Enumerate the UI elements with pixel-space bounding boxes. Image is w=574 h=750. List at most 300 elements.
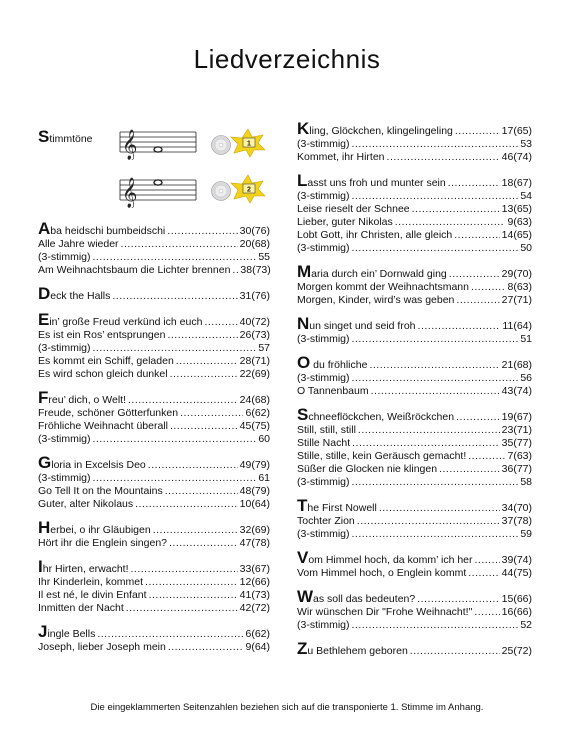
entry-text: (3-stimmig) [38,251,91,263]
entry-text: (3-stimmig) [38,342,91,354]
index-entry [297,333,532,346]
index-letter-group [297,496,532,541]
entry-text: aria durch ein’ Dornwald ging [311,268,447,280]
entry-title [297,372,350,385]
entry-text: Go Tell It on the Mountains [38,485,163,497]
entry-text: Lieber, guter Nikolas [297,216,393,228]
index-entry [38,251,270,264]
dot-leader [471,281,506,294]
entry-title [297,476,350,489]
entry-page: 36(77) [501,463,532,475]
index-entry [38,557,270,576]
entry-page: 31(76) [239,290,270,302]
index-entry [38,485,270,498]
entry-title [297,353,368,372]
dot-leader [93,472,257,485]
index-entry [297,372,532,385]
index-entry [297,619,532,632]
entry-title [38,537,167,550]
index-entry [38,310,270,329]
entry-page: 23(71) [501,424,532,436]
dot-leader [131,563,238,576]
entry-title [297,229,452,242]
dot-leader [468,450,505,463]
index-entry [297,353,532,372]
entry-page: 15(66) [501,593,532,605]
entry-text: ingle Bells [47,628,96,640]
entry-text: (3-stimmig) [38,472,91,484]
dot-leader [456,411,500,424]
dot-leader [449,268,500,281]
index-letter-group [297,548,532,580]
dot-leader [474,606,499,619]
index-entry [38,498,270,511]
entry-text: un singet und seid froh [309,320,416,332]
entry-text: in’ große Freud verkünd ich euch [49,316,203,328]
entry-title [38,641,166,654]
entry-page: 18(67) [501,177,532,189]
entry-page: 24(68) [239,394,270,406]
entry-text: Il est né, le divin Enfant [38,589,147,601]
dot-leader [410,645,500,658]
entry-page: 41(73) [239,589,270,601]
entry-text: Am Weihnachtsbaum die Lichter brennen [38,264,231,276]
entry-text: Freude, schöner Götterfunken [38,407,179,419]
entry-page: 16(66) [501,606,532,618]
index-entry [297,639,532,658]
index-entry [297,424,532,437]
entry-title [297,548,473,567]
dot-leader [352,372,519,385]
dot-leader [176,355,238,368]
dot-leader [352,476,519,489]
dot-leader [369,359,499,372]
music-staff-icon [118,124,198,160]
dot-leader [417,593,499,606]
entry-title [38,284,111,303]
entry-title [38,453,146,472]
entry-page: 21(68) [501,359,532,371]
entry-title [297,424,356,437]
entry-text: Fröhliche Weihnacht überall [38,420,168,432]
entry-title [38,420,168,433]
entry-page: 14(65) [501,229,532,241]
entry-page: 6(62) [245,628,270,640]
index-column-right [297,119,532,668]
entry-title [38,472,91,485]
entry-text: (3-stimmig) [297,619,350,631]
entry-initial: M [297,262,312,281]
dot-leader [352,437,500,450]
entry-text: (3-stimmig) [297,476,350,488]
svg-text:1: 1 [247,140,251,148]
index-letter-group [297,639,532,658]
entry-title [38,602,124,615]
index-entry [38,388,270,407]
entry-text: Wir wünschen Dir "Frohe Weihnacht!" [297,606,473,618]
dot-leader [357,515,500,528]
entry-title [297,151,385,164]
cd-icon [210,180,232,202]
dot-leader [468,567,499,580]
entry-title [38,518,151,537]
track-badge-icon [230,128,266,158]
dot-leader [168,641,244,654]
entry-text: Süßer die Glocken nie klingen [297,463,438,475]
entry-text: (3-stimmig) [297,190,350,202]
entry-text: hr Hirten, erwacht! [42,563,129,575]
index-entry [38,420,270,433]
index-entry [297,567,532,580]
music-staff-icon [118,172,198,208]
entry-page: 45(75) [239,420,270,432]
entry-initial: H [38,518,51,537]
entry-initial: S [297,405,309,424]
entry-title [38,557,129,576]
index-entry [297,496,532,515]
entry-title [297,515,355,528]
index-entry [297,229,532,242]
dot-leader [379,502,500,515]
entry-title [38,219,166,238]
index-entry [38,219,270,238]
page-title: Liedverzeichnis [193,44,381,74]
entry-page: 29(70) [501,268,532,280]
index-entry [38,342,270,355]
index-letter-group [38,557,270,615]
entry-title [38,329,165,342]
track-badge-icon [230,174,266,204]
index-entry [297,242,532,255]
entry-page: 11(64) [502,320,532,332]
entry-initial: L [297,171,308,190]
entry-page: 33(67) [239,563,270,575]
entry-page: 43(74) [501,385,532,397]
index-letter-group [297,587,532,632]
index-entry [297,314,532,333]
entry-page: 13(65) [501,203,532,215]
index-groups-left [38,219,271,654]
entry-page: 59 [520,528,532,540]
entry-text: Still, still, still [297,424,356,436]
entry-text: he First Nowell [307,502,377,514]
index-entry [297,587,532,606]
dot-leader [148,459,238,472]
index-entry [297,548,532,567]
entry-text: Lobt Gott, ihr Christen, alle gleich [297,229,453,241]
dot-leader [352,242,519,255]
index-letter-group [38,284,270,303]
entry-page: 40(72) [239,316,270,328]
entry-page: 37(78) [501,515,532,527]
index-letter-group [38,622,270,654]
entry-title [38,485,163,498]
entry-title [297,385,369,398]
index-letter-group [38,310,270,381]
entry-title [297,216,393,229]
entry-text: Joseph, lieber Joseph mein [38,641,166,653]
index-entry [297,437,532,450]
entry-title [297,119,453,138]
entry-initial: F [38,388,49,407]
entry-text: u Bethlehem geboren [307,645,408,657]
stimmtoene-block [38,122,270,220]
entry-text: Hört ihr die Englein singen? [38,537,167,549]
index-entry [38,284,270,303]
entry-text: as soll das bedeuten? [313,593,416,605]
index-entry [38,238,270,251]
entry-page: 48(79) [239,485,270,497]
footnote: Die eingeklammerten Seitenzahlen beziehen sich auf die transponierte 1. Stimme im Anhang. [90,702,484,713]
entry-title [297,333,350,346]
index-entry [297,281,532,294]
dot-leader [387,151,500,164]
entry-text: O Tannenbaum [297,385,369,397]
entry-title [297,138,350,151]
dot-leader [456,294,499,307]
entry-text: Es ist ein Ros’ entsprungen [38,329,166,341]
dot-leader [439,463,500,476]
dot-leader [352,138,519,151]
entry-initial: T [297,496,308,515]
index-letter-group [38,388,270,446]
entry-title [38,264,230,277]
dot-leader [371,385,500,398]
index-entry [297,171,532,190]
entry-text: Morgen, Kinder, wird’s was geben [297,294,455,306]
entry-page: 52 [520,619,532,631]
index-entry [38,641,270,654]
entry-page: 8(63) [507,281,532,293]
dot-leader [153,524,238,537]
entry-title [38,622,96,641]
index-entry [38,589,270,602]
entry-title [38,368,168,381]
index-letter-group [297,119,532,164]
entry-initial: D [38,284,51,303]
dot-leader [232,264,238,277]
entry-title [297,262,447,281]
entry-text: Vom Himmel hoch, o Englein kommt [297,567,467,579]
index-letter-group [297,353,532,398]
dot-leader [145,576,238,589]
index-entry [38,368,270,381]
entry-text: Guter, alter Nikolaus [38,498,134,510]
entry-text: erbei, o ihr Gläubigen [50,524,151,536]
dot-leader [455,125,500,138]
entry-title [38,388,127,407]
entry-title [297,171,446,190]
entry-page: 28(71) [239,355,270,367]
dot-leader [204,316,237,329]
entry-page: 38(73) [240,264,271,276]
dot-leader [352,333,519,346]
index-entry [38,472,270,485]
index-letter-group [38,219,271,277]
entry-initial: E [38,310,50,329]
entry-initial: K [297,119,310,138]
cd-icon [210,134,232,156]
dot-leader [93,342,257,355]
index-entry [297,119,532,138]
dot-leader [97,628,243,641]
entry-page: 12(66) [239,576,270,588]
entry-page: 60 [258,433,270,445]
entry-page: 47(78) [239,537,270,549]
entry-text: (3-stimmig) [297,138,350,150]
entry-text: Stille, stille, kein Geräusch gemacht! [297,450,467,462]
index-entry [297,216,532,229]
entry-text: eck the Halls [50,290,111,302]
entry-text: ling, Glöckchen, klingelingeling [309,125,453,137]
entry-title [297,528,350,541]
index-entry [38,537,270,550]
entry-title [297,639,408,658]
index-letter-group [297,262,532,307]
entry-page: 54 [520,190,532,202]
entry-title [297,437,350,450]
entry-page: 6(62) [245,407,270,419]
dot-leader [352,528,519,541]
entry-text: Stille Nacht [297,437,351,449]
index-entry [297,463,532,476]
entry-page: 39(74) [501,554,532,566]
dot-leader [165,485,238,498]
entry-text: Leise rieselt der Schnee [297,203,410,215]
entry-initial: W [297,587,314,606]
entry-initial: J [38,622,48,641]
index-entry [297,606,532,619]
dot-leader [358,424,500,437]
entry-title [297,463,437,476]
entry-text: Alle Jahre wieder [38,238,119,250]
index-groups-right [297,119,532,658]
entry-text: (3-stimmig) [297,242,350,254]
entry-title [38,498,133,511]
entry-text: (3-stimmig) [297,528,350,540]
entry-text: loria in Excelsis Deo [51,459,146,471]
entry-initial: Z [297,639,308,658]
entry-page: 22(69) [239,368,270,380]
dot-leader [93,251,257,264]
dot-leader [126,602,238,615]
entry-text: ba heidschi bumbeidschi [50,225,166,237]
entry-title [297,203,410,216]
entry-page: 49(79) [239,459,270,471]
entry-page: 55 [258,251,270,263]
dot-leader [412,203,500,216]
entry-initial: I [38,557,43,576]
entry-page: 50 [520,242,532,254]
entry-text: Inmitten der Nacht [38,602,124,614]
dot-leader [135,498,238,511]
index-entry [38,329,270,342]
entry-page: 53 [520,138,532,150]
entry-page: 9(63) [507,216,532,228]
dot-leader [454,229,499,242]
entry-page: 26(73) [239,329,270,341]
index-entry [38,407,270,420]
index-letter-group [38,518,270,550]
entry-initial: A [38,219,51,238]
dot-leader [112,290,237,303]
entry-page: 17(65) [501,125,532,137]
index-entry [38,433,270,446]
index-entry [38,622,270,641]
entry-page: 61 [258,472,270,484]
entry-title [297,281,469,294]
index-entry [297,294,532,307]
entry-text: Es wird schon gleich dunkel [38,368,168,380]
entry-title [297,606,472,619]
entry-text: du fröhliche [310,359,368,371]
entry-title [297,314,416,333]
stimmtoene-label: Stimmtöne [38,127,93,146]
dot-leader [170,368,238,381]
index-entry [38,453,270,472]
index-entry [38,518,270,537]
entry-text: reu’ dich, o Welt! [48,394,127,406]
entry-text: om Himmel hoch, da komm’ ich her [308,554,473,566]
dot-leader [418,320,501,333]
entry-title [38,251,91,264]
entry-title [297,496,377,515]
index-entry [297,151,532,164]
entry-initial: G [38,453,52,472]
dot-leader [121,238,238,251]
entry-page: 27(71) [501,294,532,306]
index-entry [297,515,532,528]
svg-text:𝄞: 𝄞 [122,130,138,160]
entry-page: 35(77) [501,437,532,449]
entry-page: 7(63) [507,450,532,462]
entry-initial: O [297,353,311,372]
dot-leader [128,394,238,407]
dot-leader [169,537,238,550]
entry-text: Ihr Kinderlein, kommet [38,576,144,588]
dot-leader [475,554,500,567]
entry-title [297,190,350,203]
index-letter-group [38,453,270,511]
entry-page: 32(69) [239,524,270,536]
entry-page: 10(64) [239,498,270,510]
entry-title [297,294,454,307]
entry-page: 42(72) [239,602,270,614]
entry-initial: V [297,548,309,567]
index-entry [297,528,532,541]
entry-initial: N [297,314,310,333]
entry-title [297,405,455,424]
index-entry [297,476,532,489]
index-letter-group [297,171,532,255]
index-entry [38,576,270,589]
entry-page: 19(67) [501,411,532,423]
index-letter-group [297,405,532,489]
dot-leader [395,216,506,229]
entry-title [297,587,416,606]
entry-text: Es kommt ein Schiff, geladen [38,355,174,367]
entry-page: 9(64) [245,641,270,653]
dot-leader [149,589,238,602]
entry-page: 51 [520,333,532,345]
entry-title [38,433,91,446]
entry-title [38,589,147,602]
entry-title [38,238,119,251]
index-letter-group [297,314,532,346]
entry-title [297,450,466,463]
entry-page: 34(70) [501,502,532,514]
entry-title [297,619,350,632]
